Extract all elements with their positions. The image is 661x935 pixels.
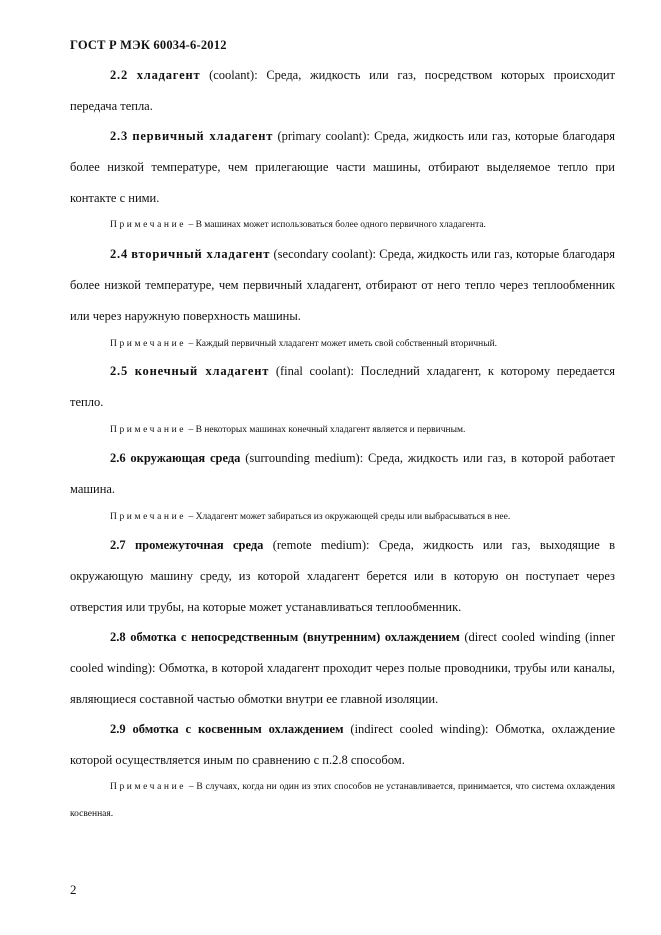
term-title: обмотка с непосредственным (внутренним) охлаждением <box>130 630 460 644</box>
term-english: (direct cooled winding (inner cooled winding): <box>70 630 615 675</box>
section-number: 2.4 <box>110 247 129 261</box>
section-2-2 <box>70 60 615 122</box>
term-english: (coolant): <box>209 68 258 82</box>
note-text: – Хладагент может забираться из окружающей среды или выбрасываться в нее. <box>188 512 511 522</box>
note-2-3 <box>70 212 615 239</box>
definition-text: Среда, жидкость или газ, которые благодаря более низкой температуре, чем прилегающие части машины, отбирают выделяемое тепло при контакте с ними. <box>70 129 616 205</box>
term-title: первичный хладагент <box>132 129 274 143</box>
term-title: обмотка с косвенным охлаждением <box>132 722 344 736</box>
note-label: Примечание <box>110 425 187 435</box>
section-2-9 <box>70 714 615 776</box>
note-text: – В случаях, когда ни один из этих способов не устанавливается, принимается, что система охлаждения косвенная. <box>70 782 615 819</box>
note-2-5 <box>70 417 615 444</box>
term-title: конечный хладагент <box>134 364 270 378</box>
definition-text: Среда, жидкость или газ, выходящие в окружающую машину среду, из которой хладагент берется или в которую он поступает через отверстия или трубы, на которые может устанавливаться теплообменник. <box>70 538 615 614</box>
term-english: (remote medium): <box>272 538 370 552</box>
definition-text: Последний хладагент, к которому передается тепло. <box>70 364 616 409</box>
note-text: – Каждый первичный хладагент может иметь свой собственный вторичный. <box>188 339 498 349</box>
term-english: (secondary coolant): <box>273 247 377 261</box>
section-number: 2.8 <box>110 630 126 644</box>
note-label: Примечание <box>110 512 187 522</box>
section-number: 2.9 <box>110 722 126 736</box>
page-number: 2 <box>70 882 77 897</box>
note-label: Примечание <box>110 782 187 792</box>
note-label: Примечание <box>110 339 187 349</box>
definition-text: Среда, жидкость или газ, в которой работает машина. <box>70 451 616 496</box>
note-2-9 <box>70 774 615 828</box>
section-2-6 <box>70 443 615 505</box>
note-2-4 <box>70 331 615 358</box>
section-number: 2.5 <box>110 364 129 378</box>
term-english: (primary coolant): <box>277 129 370 143</box>
term-english: (surrounding medium): <box>245 451 364 465</box>
term-title: промежуточная среда <box>134 538 264 552</box>
document-code-header: ГОСТ Р МЭК 60034-6-2012 <box>70 38 227 52</box>
section-2-4 <box>70 239 615 332</box>
term-title: хладагент <box>136 68 201 82</box>
section-2-3 <box>70 121 615 214</box>
section-2-7 <box>70 530 615 623</box>
term-title: вторичный хладагент <box>131 247 271 261</box>
term-title: окружающая среда <box>130 451 241 465</box>
section-number: 2.7 <box>110 538 126 552</box>
section-number: 2.6 <box>110 451 126 465</box>
definition-text: Обмотка, в которой хладагент проходит через полые проводники, трубы или каналы, являющиеся составной частью обмотки внутри ее главной изоляции. <box>70 661 616 706</box>
section-number: 2.2 <box>110 68 129 82</box>
term-english: (final coolant): <box>275 364 354 378</box>
note-2-6 <box>70 504 615 531</box>
section-2-8 <box>70 622 615 715</box>
definition-text: Среда, жидкость или газ, которые благодаря более низкой температуре, чем первичный хладагент, отбирают от него тепло через теплообменник или через наружную поверхность машины. <box>70 247 615 323</box>
note-label: Примечание <box>110 220 187 230</box>
term-english: (indirect cooled winding): <box>350 722 489 736</box>
note-text: – В некоторых машинах конечный хладагент является и первичным. <box>188 425 466 435</box>
note-text: – В машинах может использоваться более одного первичного хладагента. <box>188 220 486 230</box>
definition-text: Среда, жидкость или газ, посредством которых происходит передача тепла. <box>70 68 616 113</box>
section-number: 2.3 <box>110 129 129 143</box>
definition-text: Обмотка, охлаждение которой осуществляется иным по сравнению с п.2.8 способом. <box>70 722 616 767</box>
section-2-5 <box>70 356 615 418</box>
